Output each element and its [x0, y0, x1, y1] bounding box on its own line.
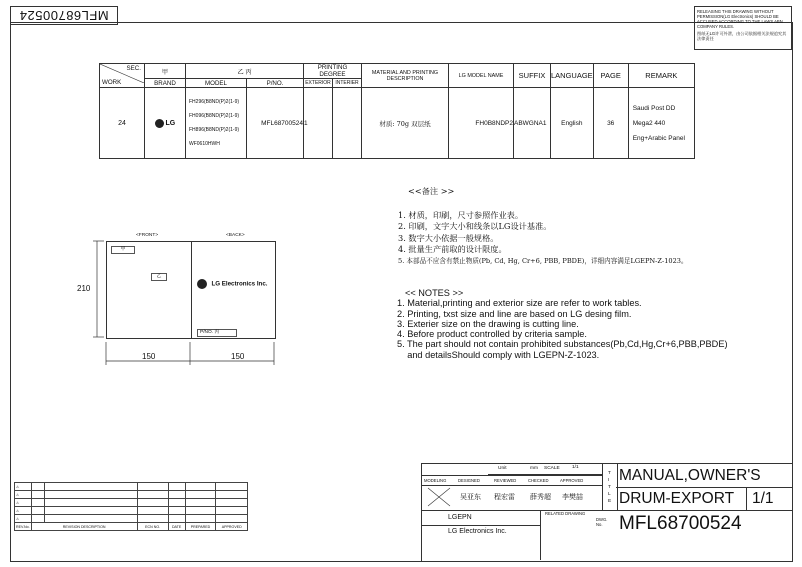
brand-text: LG — [165, 119, 176, 127]
revision-table — [14, 482, 248, 531]
work-value: 24 — [100, 88, 145, 159]
yi-box: 乙 — [151, 273, 167, 281]
title-line-2: DRUM-EXPORT — [619, 490, 735, 507]
approved-label: APPROVED — [560, 478, 584, 483]
jia-header: 甲 — [145, 64, 186, 79]
dim-width-back: 150 — [231, 352, 245, 361]
model-item: FH096(B8ND(P)2(1-9) — [189, 113, 240, 119]
remark-line: Eng+Arabic Panel — [632, 134, 685, 142]
note-cn-item: 3. 数字大小依据一般规格。 — [398, 232, 499, 243]
model-item: WF0610HWH — [189, 141, 220, 147]
note-cn-item: 5. 本部品不应含有禁止物质(Pb, Cd, Hg, Cr+6, PBB, PBDE)，详细内容满足LGEPN-Z-1023。 — [398, 256, 688, 265]
sheet-number: 1/1 — [752, 490, 774, 507]
remark-line: Mega2 440 — [632, 119, 666, 127]
suffix-header: SUFFIX — [514, 64, 551, 88]
rev-mark: ⚠ — [15, 507, 32, 515]
interior-value: 1 — [333, 88, 362, 159]
scale-label: SCALE — [544, 466, 560, 471]
suffix-value: ABWGNA1 — [514, 88, 551, 159]
dwg-divider — [596, 510, 792, 511]
lg-model-header: LG MODEL NAME — [449, 64, 514, 88]
dim-width-front: 150 — [142, 352, 156, 361]
sec-label: SEC. — [126, 65, 141, 72]
note-cn-item: 1. 材质，印刷，尺寸参照作业表。 — [398, 209, 524, 220]
page-header: PAGE — [593, 64, 628, 88]
pno-value: MFL68700524 — [247, 88, 304, 159]
note-cn-item: 2. 印刷，文字大小和线条以LG设计基准。 — [398, 221, 552, 231]
title-block — [421, 463, 793, 562]
interior-header: INTERIER — [333, 79, 362, 88]
rev-mark: ⚠ — [15, 515, 32, 523]
title-vertical-text: TITLE — [608, 471, 612, 504]
back-label: <BACK> — [226, 233, 245, 238]
designer-name: 吴亚东 — [460, 493, 481, 501]
related-drawing-box — [540, 510, 597, 560]
unit-label: Unit — [498, 466, 507, 471]
dim-height: 210 — [77, 284, 91, 293]
exterior-header: EXTERIOR — [305, 80, 331, 86]
checker-name: 薛秀超 — [530, 493, 551, 501]
rev-mark: ⚠ — [15, 483, 32, 491]
note-en-item: 4. Before product controlled by criteria sample. — [397, 329, 587, 340]
modeling-label: MODELING — [424, 478, 447, 483]
title-line-1: MANUAL,OWNER'S — [619, 467, 761, 484]
lg-model-value: FH0B8NDP2 — [449, 88, 514, 159]
lgepn: LGEPN — [448, 514, 472, 521]
reviewer-name: 程宏雷 — [494, 493, 515, 501]
designed-label: DESIGNED — [458, 478, 480, 483]
rev-prepared-header: PREPARED — [185, 523, 216, 531]
rev-no-header: REV.No. — [16, 524, 30, 529]
note-en-item: and detailsShould comply with LGEPN-Z-1023. — [397, 349, 600, 360]
signatures-row — [422, 484, 602, 511]
drawing-number: MFL68700524 — [619, 513, 742, 534]
rev-approved-header: APPROVED — [216, 523, 248, 531]
release-notice-en: RELEASING THIS DRAWING WITHOUT PERMISSION(LG Electronics) SHOULD BE ACCUSED ACCORDING TO THE LAWS ABN COMPANY RULES. — [697, 9, 783, 29]
page-value: 36 — [593, 88, 628, 159]
work-label: WORK — [102, 79, 122, 86]
related-drawing-label: RELATED DRAWING — [545, 511, 586, 516]
pno-header: P/NO. — [247, 79, 304, 88]
language-value: English — [551, 88, 594, 159]
pno-box: P/NO. 丙 — [197, 329, 237, 337]
exterior-value: 1 — [304, 88, 333, 159]
title-divider — [616, 487, 792, 488]
company-divider — [422, 525, 540, 526]
rev-mark: ⚠ — [15, 499, 32, 507]
note-en-item: 2. Printing, txst size and line are based on LG desing film. — [397, 308, 632, 319]
model-header: MODEL — [186, 79, 247, 88]
front-label: <FRONT> — [136, 233, 159, 238]
model-item: FH296(B8ND(P)2(1-9) — [189, 99, 240, 105]
brand-header: BRAND — [145, 79, 186, 88]
dwg-no-label: DWG. No. — [596, 517, 608, 527]
rev-date-header: DATE — [168, 523, 185, 531]
release-notice-cn: 图纸无LG许可外泄，由公司依据相关法规追究其法律责任 — [697, 31, 787, 41]
material-value: 材质: 70g 双层纸 — [362, 88, 449, 159]
note-en-item: 1. Material,printing and exterior size are refer to work tables. — [397, 298, 642, 309]
notes-cn-title: <<备注 >> — [408, 186, 455, 196]
rotated-code: MFL68700524 — [19, 8, 109, 23]
rev-desc-header: REVISION DESCRIPTION — [31, 523, 137, 531]
jia-box: 甲 — [111, 246, 135, 254]
remark-header: REMARK — [628, 64, 694, 88]
checked-label: CHECKED — [528, 478, 549, 483]
approver-name: 李樊喆 — [562, 493, 583, 501]
printing-degree-header: PRINTING DEGREE — [304, 64, 362, 79]
scale-value: 1/1 — [572, 465, 579, 470]
model-item: FH896(B8ND(P)2(1-9) — [189, 127, 240, 133]
rev-mark: ⚠ — [15, 491, 32, 499]
notes-en-title: << NOTES >> — [405, 288, 464, 298]
language-header: LANGUAGE — [551, 64, 594, 88]
rev-ecn-header: ECN NO. — [137, 523, 168, 531]
material-header: MATERIAL AND PRINTING DESCRIPTION — [362, 64, 449, 88]
note-cn-item: 4. 批量生产前取的设计限度。 — [398, 244, 507, 254]
company-name: LG Electronics Inc. — [448, 528, 507, 535]
yi-bing-header: 乙 丙 — [186, 64, 304, 79]
sheet-divider — [746, 487, 747, 510]
drawing-logo-text: LG Electronics Inc. — [211, 280, 268, 288]
unit-value: mm — [530, 466, 538, 471]
note-en-item: 3. Exterier size on the drawing is cutting line. — [397, 318, 579, 329]
reviewed-label: REVIEWED — [494, 478, 517, 483]
note-en-item: 5. The part should not contain prohibited substances(Pb,Cd,Hg,Cr+6,PBB,PBDE) — [397, 339, 728, 350]
remark-line: Saudi Post DD — [632, 104, 676, 112]
